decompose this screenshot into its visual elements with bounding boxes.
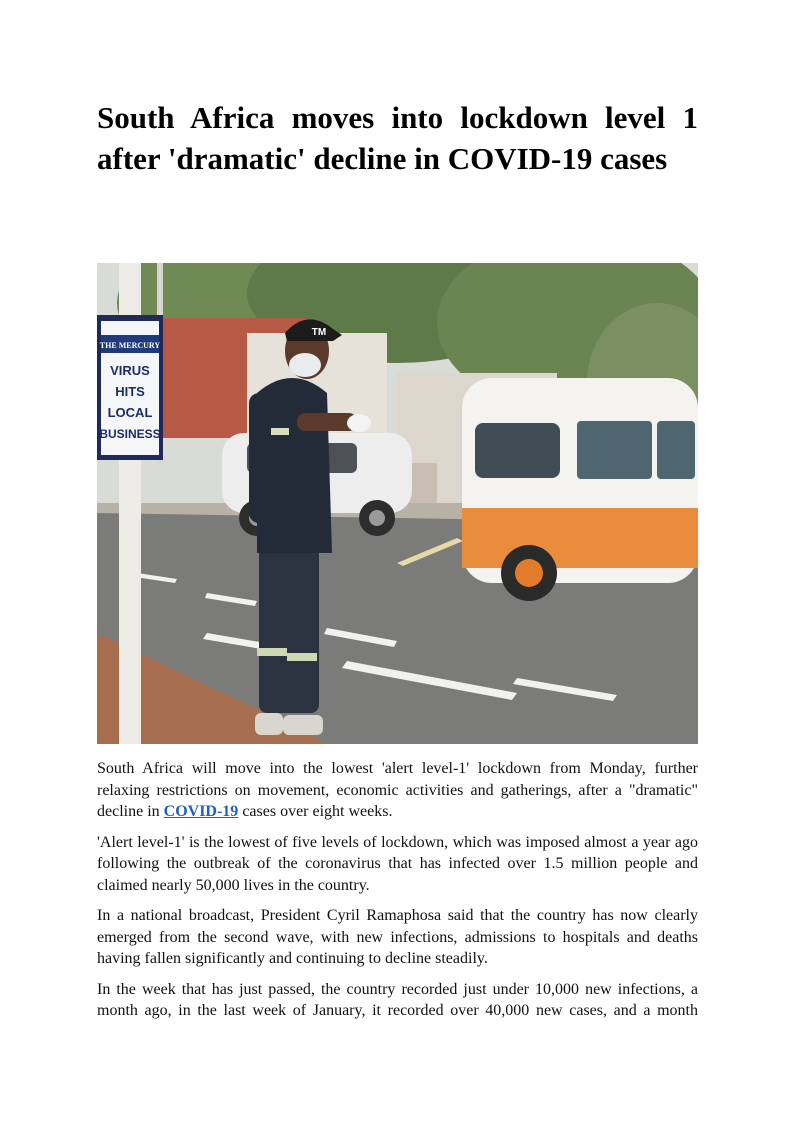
paragraph-4: In the week that has just passed, the country recorded just under 10,000 new infections, a month ago, in the last week of January, it recorded over 40,000 new cases, and a month [97,980,698,1019]
article-body [97,758,698,1031]
paragraph-3: In a national broadcast, President Cyril Ramaphosa said that the country has now clearly emerged from the second wave, with new infections, admissions to hospitals and deaths having fallen significantly and continuing to decline steadily. [97,907,698,967]
sign-logo: THE MERCURY [99,341,161,350]
paragraph-1: South Africa will move into the lowest 'alert level-1' lockdown from Monday, further relaxing restrictions on movement, economic activities and gatherings, after a "dramatic" decline in COVID-19 cases over eight weeks. [97,760,698,820]
street-scene-image [97,263,698,744]
covid-19-link[interactable]: COVID-19 [163,803,239,820]
sign-line-4: BUSINESS [99,427,161,441]
sign-line-2: HITS [115,384,145,399]
article-photo [97,263,698,744]
sign-line-3: LOCAL [107,405,153,420]
paragraph-2: 'Alert level-1' is the lowest of five levels of lockdown, which was imposed almost a year ago following the outbreak of the coronavirus that has infected over 1.5 million people and claimed nearly 50,000 lives in the country. [97,833,698,894]
sign-line-1: VIRUS [110,363,150,378]
cap-logo: TM [311,327,327,338]
article-title: South Africa moves into lockdown level 1 after 'dramatic' decline in COVID-19 cases [97,100,698,176]
article [97,97,698,1019]
